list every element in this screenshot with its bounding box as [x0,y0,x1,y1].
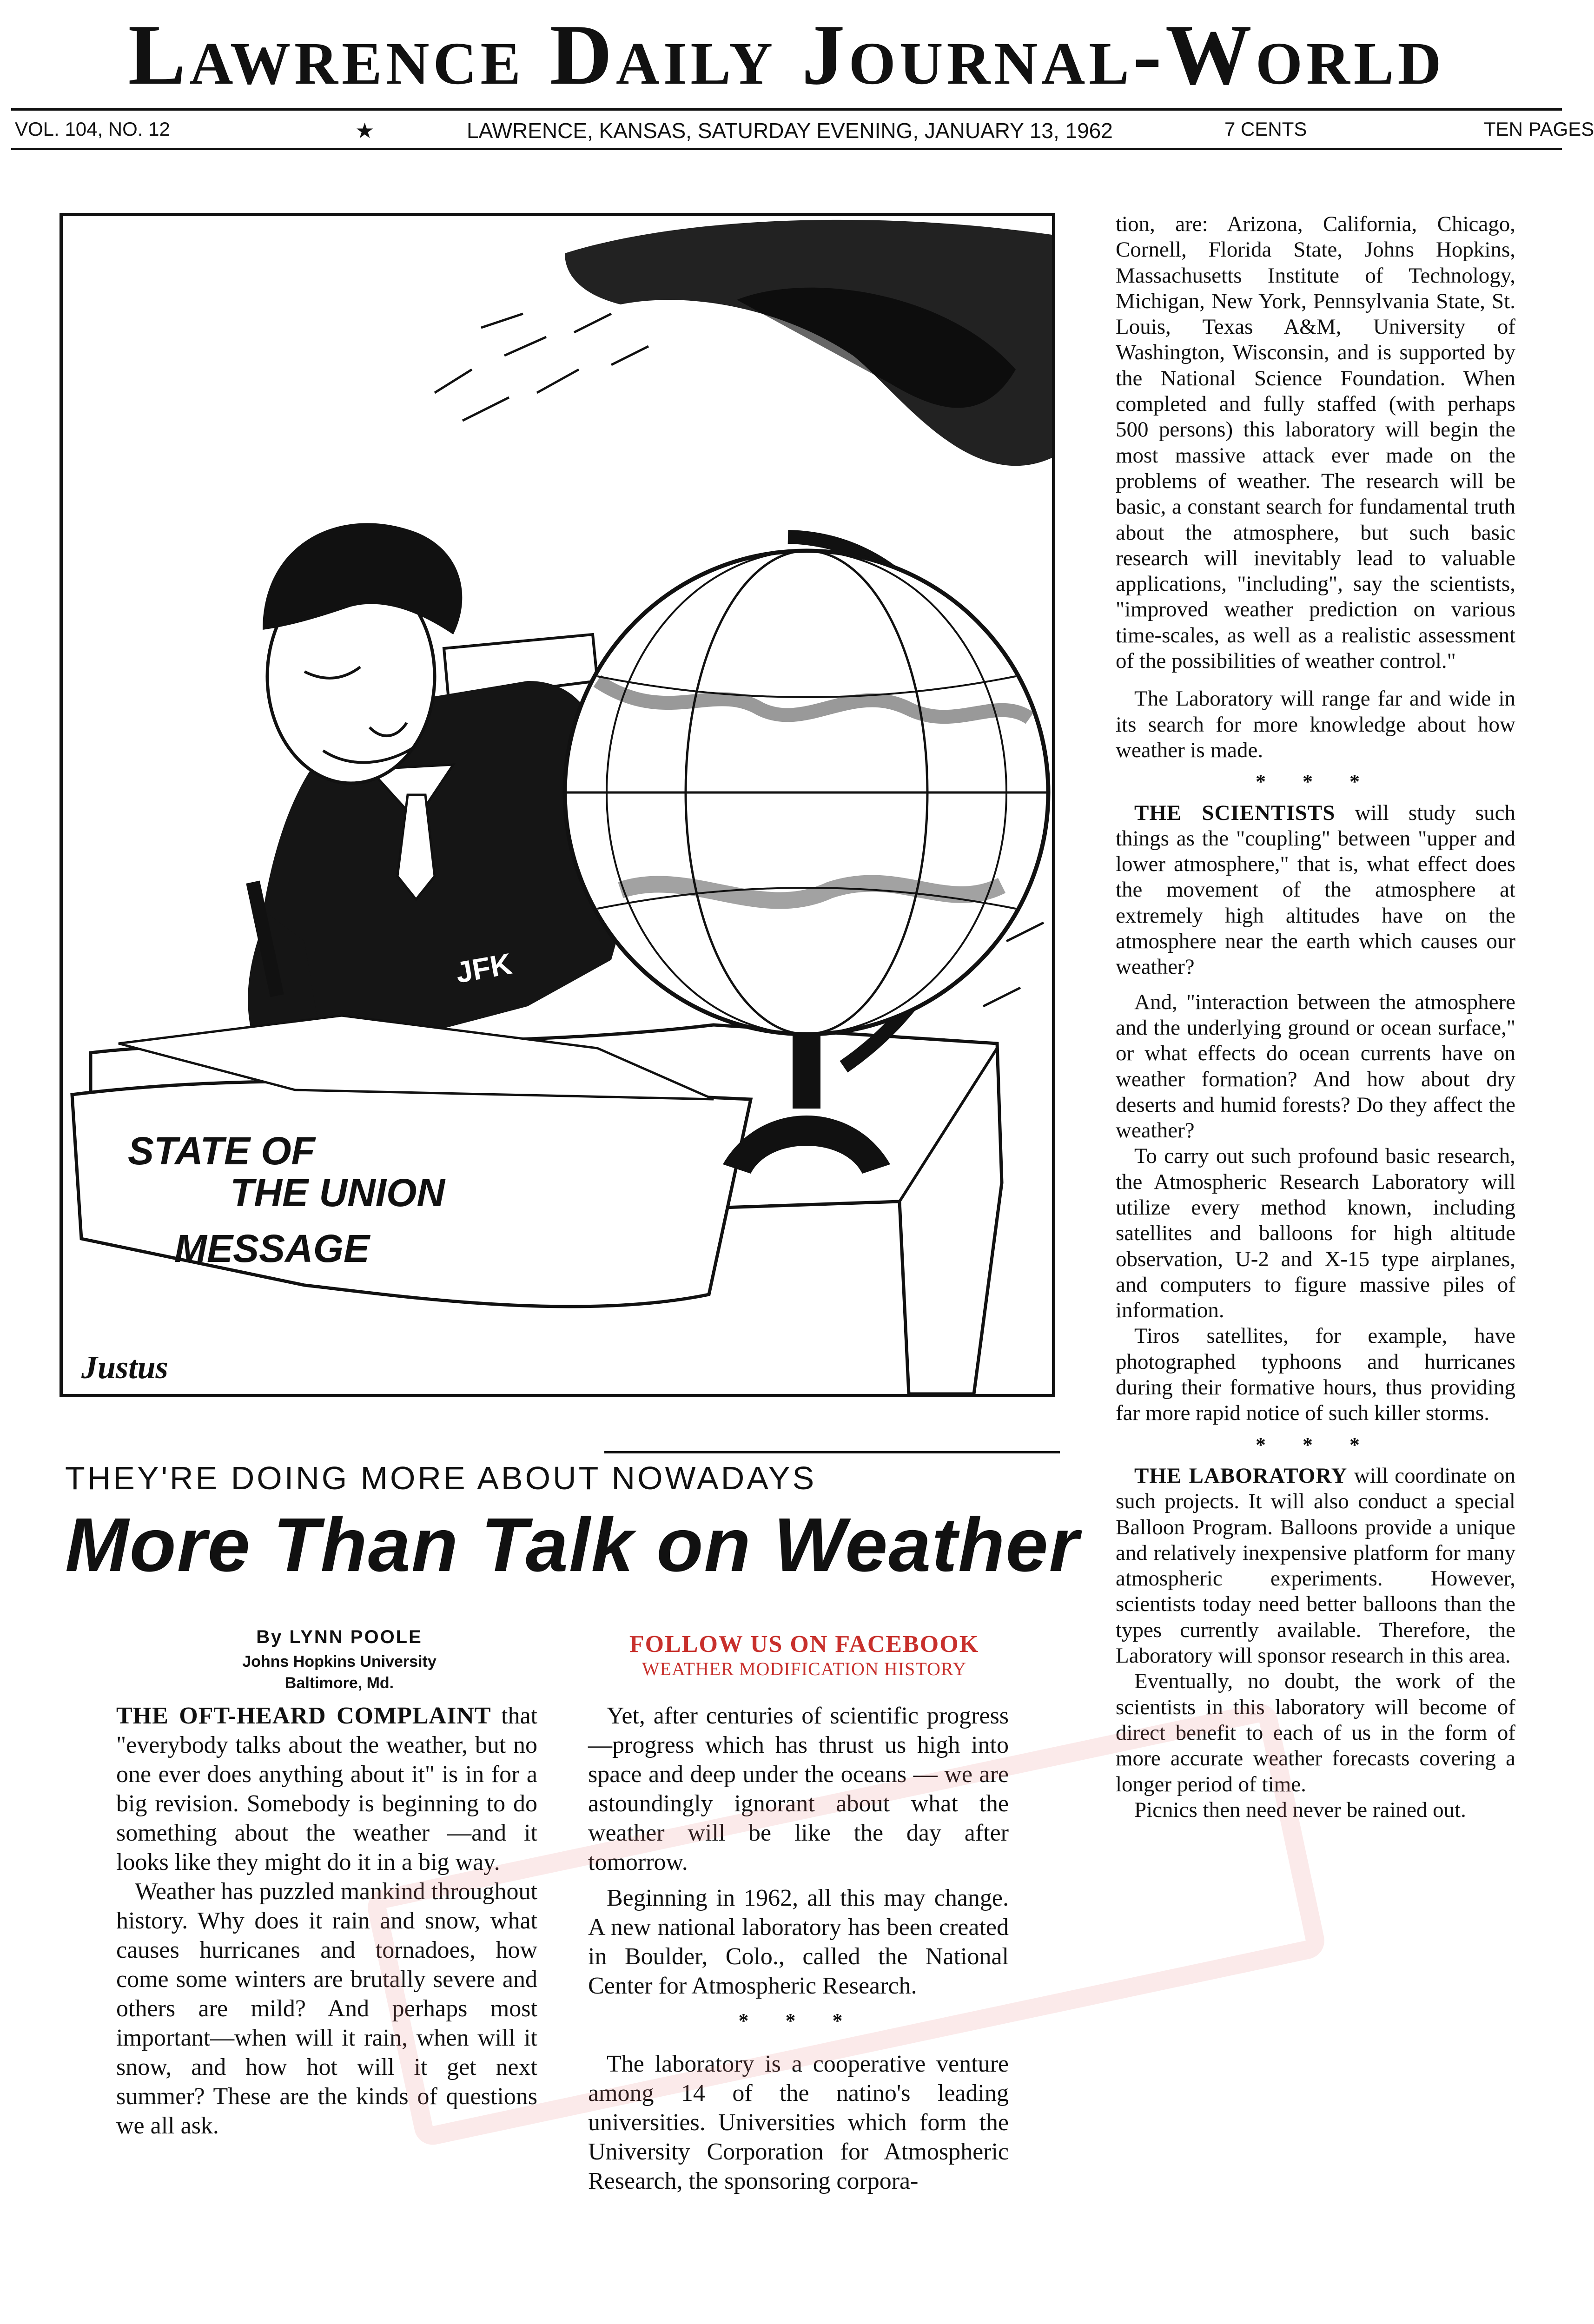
artist-signature: Justus [81,1350,168,1386]
paragraph-lead: THE SCIENTISTS [1134,800,1336,825]
paragraph: Beginning in 1962, all this may change. A new national laboratory has been created in Boulder, Colo., called the National Center for Atmospheric Research. [588,1885,1009,1999]
section-break: * * * [1256,1433,1376,1456]
paragraph: tion, are: Arizona, California, Chicago, Cornell, Florida State, Johns Hopkins, Massachusetts Institute of Technology, Michigan, New York, Pennsylvania State, St. Louis, Texas A&M, University of Washington, Wisconsin, and is supported by the National Science Foundation. When completed and fully staffed (with perhaps 500 persons) this laboratory will begin the most massive attack ever made on the problems of weather. The research will be basic, a constant search for fundamental truth about the atmosphere, but such basic research will inevitably lead to valuable applications, "including", say the scientists, "improved weather prediction on various time-scales, as well as a realistic assessment of the possibilities of weather control." [1116,212,1515,673]
paragraph: Yet, after centuries of scientific progress—progress which has thrust us high into space and deep under the oceans — we are astoundingly ignorant about what the weather will be like the day after tomorrow. [588,1703,1009,1875]
dateline-bar [11,112,1594,149]
article-kicker: THEY'RE DOING MORE ABOUT NOWADAYS [65,1460,817,1496]
paragraph [1116,800,1515,980]
dateline-text: LAWRENCE, KANSAS, SATURDAY EVENING, JANUARY 13, 1962 [467,119,1113,143]
newspaper-masthead: Lawrence Daily Journal-World [128,7,1445,103]
paragraph: Picnics then need never be rained out. [1134,1797,1466,1822]
masthead-rule-top [11,108,1562,111]
volume-number: VOL. 104, NO. 12 [15,118,170,140]
paragraph: Weather has puzzled mankind throughout history. Why does it rain and snow, what causes hurricanes and tornadoes, how come some winters are brutally severe and others are mild? And perhaps most important—when will it rain, when will it snow, and how hot will it get next summer? These are the kinds of questions we all ask. [116,1878,537,2139]
author-affiliation: Johns Hopkins University [242,1653,437,1670]
price: 7 CENTS [1224,118,1307,140]
paragraph [116,1701,537,1877]
paragraph-text: that "everybody talks about the weather, but no one ever does anything about it" is in for a big revision. Somebody is beginning to do something about the weather —and it looks like they might do it in a big way. [116,1703,537,1875]
article-headline: More Than Talk on Weather [65,1502,1080,1587]
paragraph: Tiros satellites, for example, have photographed typhoons and hurricanes during their formative hours, thus providing far more rapid notice of such killer storms. [1116,1324,1515,1426]
cartoon-drawing [63,216,1052,1394]
section-break: * * * [1256,770,1376,793]
article-column-3 [1116,211,1515,1823]
paragraph: The Laboratory will range far and wide in its search for more knowledge about how weather is made. [1116,687,1515,762]
paper-text-line3: MESSAGE [174,1227,370,1270]
paragraph-lead: THE OFT-HEARD COMPLAINT [116,1703,491,1729]
byline: By LYNN POOLE [256,1627,423,1647]
paragraph: The laboratory is a cooperative venture among 14 of the natino's leading universities. Universities which form the University Corporation for Atmospheric Research, the sponsoring corpora- [588,2051,1009,2194]
promo-line-2: WEATHER MODIFICATION HISTORY [642,1658,967,1679]
section-break: * * * [738,2009,859,2032]
paragraph: Eventually, no doubt, the work of the scientists in this laboratory will become of direct benefit to each of us in the form of more accurate weather forecasts covering a longer period of time. [1116,1669,1515,1796]
jfk-jacket-label: JFK [453,946,515,990]
promo-line-1: FOLLOW US ON FACEBOOK [629,1631,979,1657]
paragraph-text: will coordinate on such projects. It will also conduct a special Balloon Program. Balloons provide a unique and relatively inexpensive platform for many atmospheric experiments. However, scientists today need better balloons than the types currently available. Therefore, the Laboratory will sponsor research in this area. [1116,1463,1516,1668]
facebook-promo [604,1631,1004,1680]
editorial-cartoon [60,213,1055,1397]
author-location: Baltimore, Md. [284,1674,394,1692]
page-count: TEN PAGES [1484,118,1594,140]
headline-rule [604,1451,1060,1453]
paragraph: And, "interaction between the atmosphere and the underlying ground or ocean surface," or what effects do ocean currents have on weather formation? And how about dry deserts and humid forests? Do they affect the weather? [1116,990,1515,1143]
paragraph-text: will study such things as the "coupling" between "upper and lower atmosphere," that is, what effect does the movement of the atmosphere at extremely high altitudes have on the atmosphere near the earth which causes our weather? [1116,800,1515,979]
paper-text-line1: STATE OF [128,1129,315,1173]
paragraph [1116,1463,1515,1669]
paper-text-line2: THE UNION [230,1171,445,1215]
paragraph: To carry out such profound basic research, the Atmospheric Research Laboratory will utilize every method known, including satellites and balloons for high altitude observation, U-2 and X-15 type airplanes, and computers to figure massive piles of information. [1116,1144,1515,1323]
star-icon: ★ [355,119,375,143]
masthead-rule-bottom [11,148,1562,150]
paragraph-lead: THE LABORATORY [1134,1463,1348,1488]
